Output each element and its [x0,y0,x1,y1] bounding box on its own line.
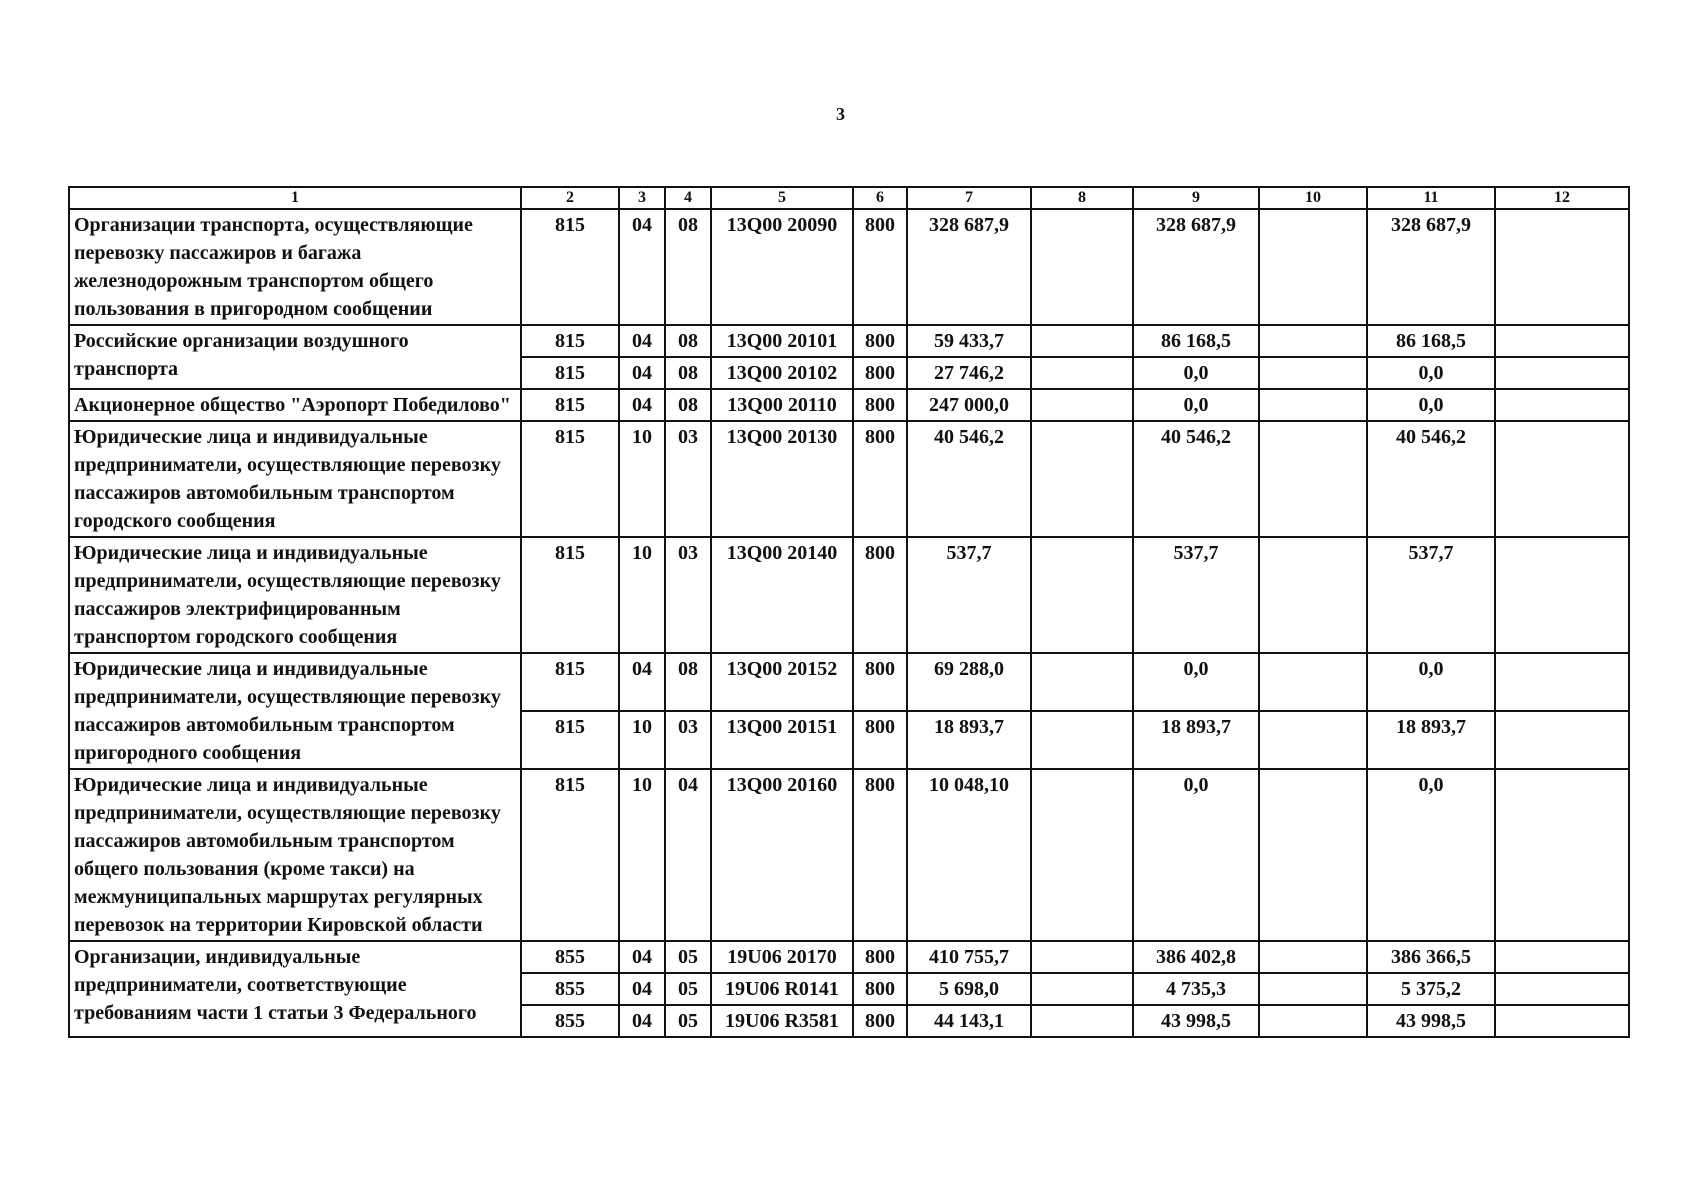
recipient-name: Организации транспорта, осуществляющие перевозку пассажиров и багажа железнодорожным транспортом общего пользования в пригородном сообщении [69,209,521,325]
cell-col-7: 410 755,7 [907,941,1031,973]
cell-col-8 [1031,711,1133,769]
cell-col-12 [1495,389,1629,421]
cell-col-9: 0,0 [1133,357,1259,389]
cell-col-12 [1495,209,1629,325]
cell-col-11: 537,7 [1367,537,1495,653]
cell-col-3: 04 [619,653,665,711]
column-header: 11 [1367,187,1495,209]
column-header: 7 [907,187,1031,209]
cell-col-9: 537,7 [1133,537,1259,653]
cell-col-4: 03 [665,711,711,769]
cell-col-2: 815 [521,389,619,421]
cell-col-6: 800 [853,1005,907,1037]
cell-col-2: 815 [521,653,619,711]
cell-col-11: 0,0 [1367,357,1495,389]
table-row [69,325,1629,357]
cell-col-3: 10 [619,711,665,769]
cell-col-5: 13Q00 20152 [711,653,853,711]
cell-col-5: 13Q00 20140 [711,537,853,653]
recipient-name: Юридические лица и индивидуальные предприниматели, осуществляющие перевозку пассажиров автомобильным транспортом общего пользования (кроме такси) на межмуниципальных маршрутах регулярных перевозок на территории Кировской области [69,769,521,941]
column-header: 9 [1133,187,1259,209]
cell-col-8 [1031,941,1133,973]
cell-col-2: 815 [521,357,619,389]
recipient-name: Юридические лица и индивидуальные предприниматели, осуществляющие перевозку пассажиров автомобильным транспортом городского сообщения [69,421,521,537]
cell-col-3: 04 [619,357,665,389]
cell-col-4: 05 [665,1005,711,1037]
cell-col-4: 03 [665,537,711,653]
cell-col-2: 815 [521,209,619,325]
recipient-name: Организации, индивидуальные предприниматели, соответствующие требованиям части 1 статьи 3 Федерального [69,941,521,1037]
cell-col-11: 5 375,2 [1367,973,1495,1005]
cell-col-10 [1259,1005,1367,1037]
cell-col-12 [1495,941,1629,973]
cell-col-6: 800 [853,711,907,769]
cell-col-11: 328 687,9 [1367,209,1495,325]
column-header: 12 [1495,187,1629,209]
cell-col-3: 04 [619,325,665,357]
table-row [69,421,1629,537]
cell-col-7: 40 546,2 [907,421,1031,537]
cell-col-4: 03 [665,421,711,537]
table-row [69,941,1629,973]
page-number: 3 [836,104,845,124]
cell-col-5: 13Q00 20101 [711,325,853,357]
cell-col-6: 800 [853,973,907,1005]
table-row [69,389,1629,421]
cell-col-12 [1495,769,1629,941]
cell-col-12 [1495,973,1629,1005]
cell-col-6: 800 [853,389,907,421]
cell-col-3: 04 [619,1005,665,1037]
cell-col-9: 0,0 [1133,653,1259,711]
cell-col-10 [1259,209,1367,325]
cell-col-9: 18 893,7 [1133,711,1259,769]
cell-col-5: 19U06 20170 [711,941,853,973]
column-header: 4 [665,187,711,209]
cell-col-5: 13Q00 20110 [711,389,853,421]
cell-col-11: 0,0 [1367,769,1495,941]
cell-col-12 [1495,711,1629,769]
cell-col-3: 04 [619,389,665,421]
cell-col-6: 800 [853,357,907,389]
cell-col-7: 27 746,2 [907,357,1031,389]
cell-col-10 [1259,973,1367,1005]
cell-col-11: 18 893,7 [1367,711,1495,769]
cell-col-4: 08 [665,357,711,389]
cell-col-7: 10 048,10 [907,769,1031,941]
column-header: 3 [619,187,665,209]
cell-col-2: 815 [521,711,619,769]
table-row [69,209,1629,325]
cell-col-6: 800 [853,537,907,653]
column-header: 8 [1031,187,1133,209]
cell-col-12 [1495,421,1629,537]
cell-col-8 [1031,325,1133,357]
cell-col-4: 05 [665,941,711,973]
cell-col-5: 13Q00 20151 [711,711,853,769]
cell-col-10 [1259,941,1367,973]
cell-col-2: 855 [521,1005,619,1037]
cell-col-8 [1031,653,1133,711]
cell-col-4: 05 [665,973,711,1005]
cell-col-7: 69 288,0 [907,653,1031,711]
cell-col-4: 08 [665,325,711,357]
cell-col-9: 0,0 [1133,389,1259,421]
column-header: 6 [853,187,907,209]
cell-col-6: 800 [853,209,907,325]
header-row [69,187,1629,209]
cell-col-10 [1259,769,1367,941]
cell-col-7: 59 433,7 [907,325,1031,357]
cell-col-5: 13Q00 20160 [711,769,853,941]
cell-col-4: 08 [665,209,711,325]
cell-col-10 [1259,357,1367,389]
cell-col-6: 800 [853,941,907,973]
table-row [69,769,1629,941]
column-header: 5 [711,187,853,209]
column-header: 10 [1259,187,1367,209]
cell-col-9: 40 546,2 [1133,421,1259,537]
cell-col-4: 04 [665,769,711,941]
cell-col-2: 815 [521,537,619,653]
cell-col-2: 855 [521,973,619,1005]
cell-col-7: 18 893,7 [907,711,1031,769]
cell-col-6: 800 [853,421,907,537]
cell-col-10 [1259,325,1367,357]
cell-col-9: 386 402,8 [1133,941,1259,973]
cell-col-11: 0,0 [1367,389,1495,421]
cell-col-11: 0,0 [1367,653,1495,711]
table-row [69,653,1629,711]
cell-col-6: 800 [853,769,907,941]
cell-col-2: 815 [521,421,619,537]
cell-col-4: 08 [665,653,711,711]
cell-col-7: 44 143,1 [907,1005,1031,1037]
cell-col-11: 43 998,5 [1367,1005,1495,1037]
cell-col-11: 86 168,5 [1367,325,1495,357]
cell-col-8 [1031,769,1133,941]
cell-col-8 [1031,389,1133,421]
cell-col-6: 800 [853,325,907,357]
cell-col-9: 4 735,3 [1133,973,1259,1005]
cell-col-9: 0,0 [1133,769,1259,941]
table-row [69,537,1629,653]
cell-col-8 [1031,209,1133,325]
cell-col-2: 855 [521,941,619,973]
column-header: 1 [69,187,521,209]
cell-col-10 [1259,653,1367,711]
recipient-name: Юридические лица и индивидуальные предприниматели, осуществляющие перевозку пассажиров автомобильным транспортом пригородного сообщения [69,653,521,769]
cell-col-12 [1495,1005,1629,1037]
cell-col-10 [1259,389,1367,421]
cell-col-8 [1031,537,1133,653]
cell-col-8 [1031,1005,1133,1037]
table-body [69,209,1629,1037]
cell-col-11: 40 546,2 [1367,421,1495,537]
budget-table [68,186,1630,1038]
cell-col-12 [1495,325,1629,357]
cell-col-2: 815 [521,769,619,941]
cell-col-3: 10 [619,537,665,653]
cell-col-9: 86 168,5 [1133,325,1259,357]
cell-col-7: 5 698,0 [907,973,1031,1005]
cell-col-8 [1031,973,1133,1005]
cell-col-11: 386 366,5 [1367,941,1495,973]
cell-col-3: 04 [619,209,665,325]
column-header: 2 [521,187,619,209]
cell-col-5: 19U06 R0141 [711,973,853,1005]
recipient-name: Акционерное общество "Аэропорт Победилово" [69,389,521,421]
cell-col-7: 537,7 [907,537,1031,653]
cell-col-3: 10 [619,421,665,537]
cell-col-12 [1495,357,1629,389]
cell-col-3: 04 [619,973,665,1005]
cell-col-10 [1259,537,1367,653]
cell-col-12 [1495,653,1629,711]
cell-col-12 [1495,537,1629,653]
cell-col-5: 13Q00 20130 [711,421,853,537]
cell-col-8 [1031,421,1133,537]
cell-col-5: 13Q00 20090 [711,209,853,325]
cell-col-3: 10 [619,769,665,941]
cell-col-8 [1031,357,1133,389]
cell-col-10 [1259,711,1367,769]
cell-col-3: 04 [619,941,665,973]
cell-col-6: 800 [853,653,907,711]
cell-col-10 [1259,421,1367,537]
cell-col-4: 08 [665,389,711,421]
recipient-name: Российские организации воздушного транспорта [69,325,521,389]
cell-col-7: 247 000,0 [907,389,1031,421]
cell-col-7: 328 687,9 [907,209,1031,325]
cell-col-5: 13Q00 20102 [711,357,853,389]
cell-col-9: 328 687,9 [1133,209,1259,325]
cell-col-9: 43 998,5 [1133,1005,1259,1037]
cell-col-5: 19U06 R3581 [711,1005,853,1037]
recipient-name: Юридические лица и индивидуальные предприниматели, осуществляющие перевозку пассажиров электрифицированным транспортом городского сообщения [69,537,521,653]
cell-col-2: 815 [521,325,619,357]
